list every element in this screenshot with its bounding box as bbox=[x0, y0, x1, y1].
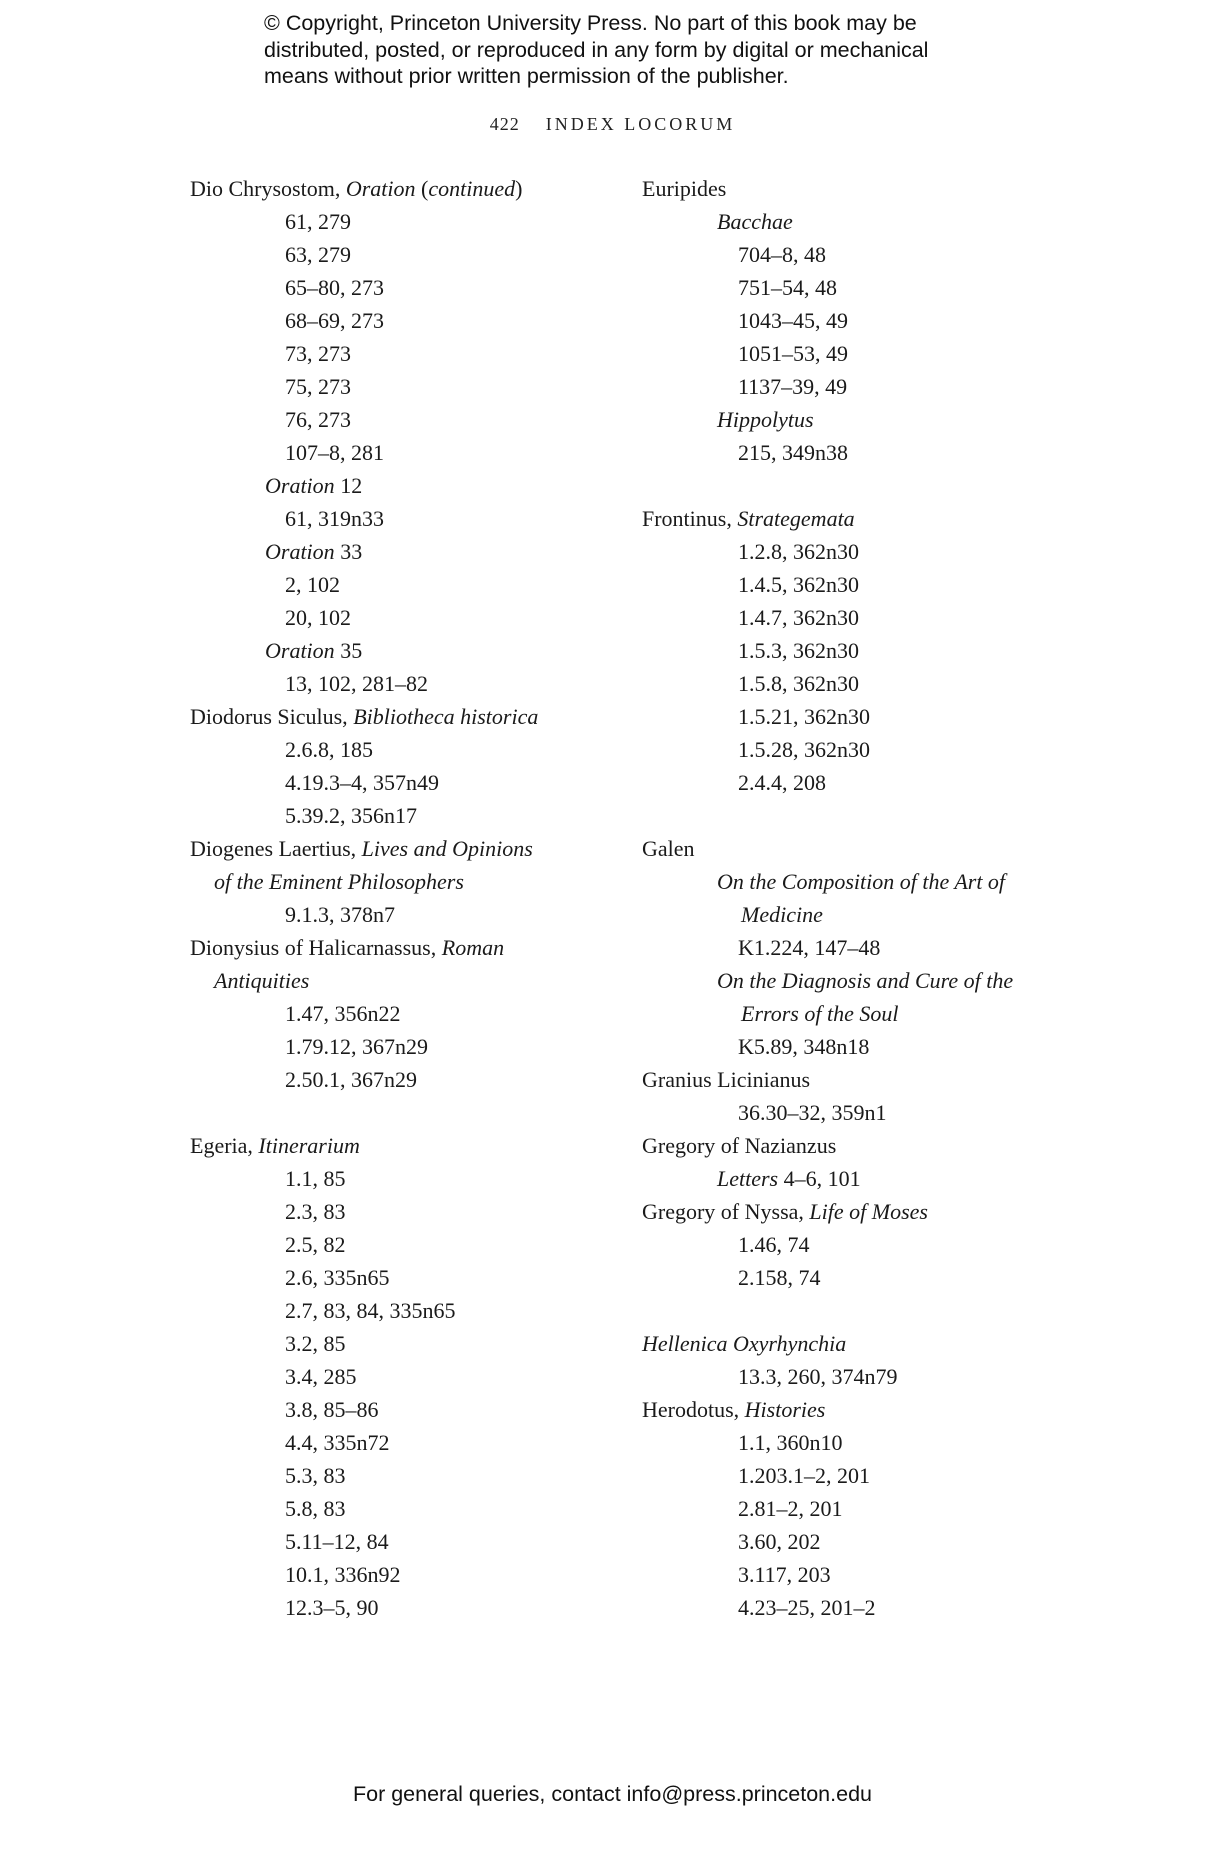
reference-locator: 68–69, 273 bbox=[285, 308, 384, 333]
reference-locator: 1.4.5, 362n30 bbox=[738, 572, 859, 597]
reference-locator: 9.1.3, 378n7 bbox=[285, 902, 395, 927]
reference-locator: 1.4.7, 362n30 bbox=[738, 605, 859, 630]
index-reference bbox=[190, 601, 600, 634]
index-reference bbox=[190, 667, 600, 700]
entry-author: Gregory of Nazianzus bbox=[642, 1133, 837, 1158]
index-entry-continuation bbox=[190, 865, 600, 898]
index-reference bbox=[190, 337, 600, 370]
subentry-work-title: Hippolytus bbox=[717, 407, 814, 432]
index-reference bbox=[642, 535, 1072, 568]
entry-suffix-italic: continued bbox=[428, 176, 516, 201]
subentry-work-title: On the Composition of the Art of bbox=[717, 869, 1006, 894]
subentry-work-title: Oration bbox=[265, 638, 335, 663]
index-reference bbox=[190, 733, 600, 766]
subentry-work-title: Medicine bbox=[741, 902, 823, 927]
index-reference bbox=[642, 733, 1072, 766]
reference-locator: 36.30–32, 359n1 bbox=[738, 1100, 887, 1125]
subentry-suffix: 4–6, 101 bbox=[778, 1166, 861, 1191]
reference-locator: 73, 273 bbox=[285, 341, 351, 366]
reference-locator: 5.11–12, 84 bbox=[285, 1529, 389, 1554]
index-reference bbox=[190, 997, 600, 1030]
reference-locator: 63, 279 bbox=[285, 242, 351, 267]
entry-work-title: Roman bbox=[441, 935, 505, 960]
entry-author: Herodotus, bbox=[642, 1397, 745, 1422]
reference-locator: 1.47, 356n22 bbox=[285, 1001, 401, 1026]
reference-locator: 2.6, 335n65 bbox=[285, 1265, 390, 1290]
reference-locator: 1.1, 85 bbox=[285, 1166, 346, 1191]
index-reference bbox=[190, 1261, 600, 1294]
reference-locator: 13, 102, 281–82 bbox=[285, 671, 428, 696]
index-reference bbox=[642, 1459, 1072, 1492]
index-subentry-continuation bbox=[642, 997, 1072, 1030]
index-reference bbox=[190, 568, 600, 601]
index-reference bbox=[642, 1525, 1072, 1558]
reference-locator: 2.5, 82 bbox=[285, 1232, 346, 1257]
index-spacer bbox=[642, 799, 1072, 832]
index-reference bbox=[190, 1294, 600, 1327]
index-subentry bbox=[190, 535, 600, 568]
index-reference bbox=[190, 403, 600, 436]
copyright-line-3: means without prior written permission of the publisher. bbox=[264, 64, 789, 88]
reference-locator: 4.19.3–4, 357n49 bbox=[285, 770, 439, 795]
index-reference bbox=[642, 568, 1072, 601]
reference-locator: 2.81–2, 201 bbox=[738, 1496, 843, 1521]
index-reference bbox=[642, 271, 1072, 304]
index-entry-continuation bbox=[190, 964, 600, 997]
index-reference bbox=[642, 931, 1072, 964]
index-subentry bbox=[642, 964, 1072, 997]
index-reference bbox=[190, 1195, 600, 1228]
index-column-right bbox=[642, 172, 1072, 1624]
reference-locator: 75, 273 bbox=[285, 374, 351, 399]
page-number: 422 bbox=[489, 114, 520, 134]
reference-locator: 4.4, 335n72 bbox=[285, 1430, 390, 1455]
reference-locator: 2.50.1, 367n29 bbox=[285, 1067, 417, 1092]
reference-locator: 2, 102 bbox=[285, 572, 340, 597]
subentry-work-title: Letters bbox=[717, 1166, 779, 1191]
reference-locator: 107–8, 281 bbox=[285, 440, 384, 465]
index-entry-heading bbox=[190, 832, 600, 865]
index-reference bbox=[190, 1459, 600, 1492]
reference-locator: 1051–53, 49 bbox=[738, 341, 848, 366]
index-reference bbox=[190, 502, 600, 535]
index-entry-heading bbox=[190, 700, 600, 733]
reference-locator: 751–54, 48 bbox=[738, 275, 837, 300]
entry-work-title: Antiquities bbox=[214, 968, 310, 993]
entry-author: Frontinus, bbox=[642, 506, 738, 531]
index-reference bbox=[642, 1492, 1072, 1525]
reference-locator: 5.39.2, 356n17 bbox=[285, 803, 417, 828]
index-entry-heading bbox=[190, 1129, 600, 1162]
index-reference bbox=[642, 238, 1072, 271]
reference-locator: 20, 102 bbox=[285, 605, 351, 630]
entry-author: Diodorus Siculus, bbox=[190, 704, 354, 729]
index-reference bbox=[190, 1492, 600, 1525]
index-reference bbox=[642, 436, 1072, 469]
index-reference bbox=[642, 1261, 1072, 1294]
entry-work-title: Bibliotheca historica bbox=[353, 704, 539, 729]
reference-locator: 12.3–5, 90 bbox=[285, 1595, 379, 1620]
index-reference bbox=[642, 370, 1072, 403]
reference-locator: 1.79.12, 367n29 bbox=[285, 1034, 428, 1059]
index-reference bbox=[190, 1162, 600, 1195]
index-reference bbox=[190, 1558, 600, 1591]
index-subentry bbox=[642, 1162, 1072, 1195]
reference-locator: 76, 273 bbox=[285, 407, 351, 432]
reference-locator: 1.5.3, 362n30 bbox=[738, 638, 859, 663]
subentry-suffix: 35 bbox=[334, 638, 363, 663]
entry-author: Gregory of Nyssa, bbox=[642, 1199, 810, 1224]
reference-locator: 1.46, 74 bbox=[738, 1232, 810, 1257]
index-reference bbox=[190, 1591, 600, 1624]
index-subentry-continuation bbox=[642, 898, 1072, 931]
entry-author: Euripides bbox=[642, 176, 727, 201]
reference-locator: 1043–45, 49 bbox=[738, 308, 848, 333]
reference-locator: 61, 319n33 bbox=[285, 506, 384, 531]
entry-work-title: Histories bbox=[744, 1397, 826, 1422]
index-reference bbox=[642, 601, 1072, 634]
reference-locator: 1.5.8, 362n30 bbox=[738, 671, 859, 696]
index-reference bbox=[190, 238, 600, 271]
index-reference bbox=[190, 1030, 600, 1063]
entry-author: Dio Chrysostom, bbox=[190, 176, 346, 201]
reference-locator: 2.158, 74 bbox=[738, 1265, 821, 1290]
index-entry-heading bbox=[642, 1063, 1072, 1096]
index-entry-heading bbox=[642, 172, 1072, 205]
index-reference bbox=[190, 1426, 600, 1459]
index-entry-heading bbox=[642, 1393, 1072, 1426]
index-entry-heading bbox=[190, 931, 600, 964]
index-subentry bbox=[190, 634, 600, 667]
index-reference bbox=[642, 337, 1072, 370]
reference-locator: 2.3, 83 bbox=[285, 1199, 346, 1224]
reference-locator: 5.3, 83 bbox=[285, 1463, 346, 1488]
index-entry-heading bbox=[642, 1327, 1072, 1360]
reference-locator: 1.203.1–2, 201 bbox=[738, 1463, 870, 1488]
reference-locator: 2.4.4, 208 bbox=[738, 770, 826, 795]
index-reference bbox=[642, 1096, 1072, 1129]
reference-locator: 3.117, 203 bbox=[738, 1562, 831, 1587]
subentry-work-title: Errors of the Soul bbox=[741, 1001, 899, 1026]
index-reference bbox=[190, 436, 600, 469]
reference-locator: 3.60, 202 bbox=[738, 1529, 821, 1554]
reference-locator: 61, 279 bbox=[285, 209, 351, 234]
index-entry-heading bbox=[642, 502, 1072, 535]
index-entry-heading bbox=[642, 1195, 1072, 1228]
reference-locator: 2.7, 83, 84, 335n65 bbox=[285, 1298, 456, 1323]
reference-locator: 65–80, 273 bbox=[285, 275, 384, 300]
index-reference bbox=[190, 1525, 600, 1558]
index-spacer bbox=[642, 469, 1072, 502]
entry-work-title: Oration bbox=[345, 176, 416, 201]
index-reference bbox=[190, 766, 600, 799]
entry-work-title: Life of Moses bbox=[809, 1199, 928, 1224]
subentry-work-title: Oration bbox=[265, 473, 335, 498]
entry-author: Dionysius of Halicarnassus, bbox=[190, 935, 442, 960]
entry-work-title: Itinerarium bbox=[258, 1133, 360, 1158]
footer-contact: For general queries, contact info@press.princeton.edu bbox=[352, 1782, 872, 1806]
reference-locator: 1.2.8, 362n30 bbox=[738, 539, 859, 564]
index-entry-heading bbox=[642, 832, 1072, 865]
index-reference bbox=[642, 1591, 1072, 1624]
reference-locator: 2.6.8, 185 bbox=[285, 737, 373, 762]
index-reference bbox=[642, 634, 1072, 667]
reference-locator: 4.23–25, 201–2 bbox=[738, 1595, 876, 1620]
index-spacer bbox=[642, 1294, 1072, 1327]
index-reference bbox=[190, 205, 600, 238]
index-reference bbox=[190, 1063, 600, 1096]
index-reference bbox=[190, 1327, 600, 1360]
entry-work-title: Lives and Opinions bbox=[361, 836, 533, 861]
reference-locator: 3.8, 85–86 bbox=[285, 1397, 379, 1422]
index-reference bbox=[642, 304, 1072, 337]
index-reference bbox=[190, 799, 600, 832]
running-head-title: INDEX LOCORUM bbox=[545, 114, 736, 134]
reference-locator: 215, 349n38 bbox=[738, 440, 848, 465]
copyright-notice bbox=[264, 10, 1044, 90]
running-head bbox=[0, 114, 1225, 135]
reference-locator: 1137–39, 49 bbox=[738, 374, 848, 399]
reference-locator: K1.224, 147–48 bbox=[738, 935, 881, 960]
index-reference bbox=[642, 766, 1072, 799]
index-reference bbox=[190, 1360, 600, 1393]
copyright-line-2: distributed, posted, or reproduced in any form by digital or mechanical bbox=[264, 37, 929, 62]
reference-locator: 704–8, 48 bbox=[738, 242, 826, 267]
reference-locator: 10.1, 336n92 bbox=[285, 1562, 401, 1587]
subentry-suffix: 33 bbox=[334, 539, 363, 564]
entry-work-title: Hellenica Oxyrhynchia bbox=[642, 1331, 847, 1356]
reference-locator: K5.89, 348n18 bbox=[738, 1034, 870, 1059]
entry-author: Diogenes Laertius, bbox=[190, 836, 362, 861]
index-spacer bbox=[190, 1096, 600, 1129]
reference-locator: 3.2, 85 bbox=[285, 1331, 346, 1356]
index-subentry bbox=[642, 865, 1072, 898]
index-reference bbox=[642, 1228, 1072, 1261]
index-entry-heading bbox=[642, 1129, 1072, 1162]
index-reference bbox=[190, 271, 600, 304]
entry-author: Galen bbox=[642, 836, 695, 861]
index-reference bbox=[190, 1228, 600, 1261]
subentry-work-title: Oration bbox=[265, 539, 335, 564]
entry-suffix: ) bbox=[515, 176, 523, 201]
entry-work-title: of the Eminent Philosophers bbox=[214, 869, 464, 894]
reference-locator: 3.4, 285 bbox=[285, 1364, 357, 1389]
index-reference bbox=[642, 1030, 1072, 1063]
copyright-line-1: © Copyright, Princeton University Press. No part of this book may be bbox=[264, 11, 917, 35]
subentry-work-title: On the Diagnosis and Cure of the bbox=[717, 968, 1014, 993]
index-column-left bbox=[190, 172, 600, 1624]
index-entry-heading bbox=[190, 172, 600, 205]
index-reference bbox=[642, 1360, 1072, 1393]
index-reference bbox=[642, 1558, 1072, 1591]
subentry-work-title: Bacchae bbox=[717, 209, 793, 234]
index-reference bbox=[190, 304, 600, 337]
reference-locator: 1.5.21, 362n30 bbox=[738, 704, 870, 729]
entry-suffix: ( bbox=[415, 176, 429, 201]
entry-author: Granius Licinianus bbox=[642, 1067, 811, 1092]
entry-work-title: Strategemata bbox=[737, 506, 855, 531]
reference-locator: 13.3, 260, 374n79 bbox=[738, 1364, 898, 1389]
index-reference bbox=[642, 667, 1072, 700]
index-reference bbox=[190, 898, 600, 931]
reference-locator: 1.1, 360n10 bbox=[738, 1430, 843, 1455]
reference-locator: 5.8, 83 bbox=[285, 1496, 346, 1521]
index-subentry bbox=[642, 205, 1072, 238]
index-reference bbox=[190, 1393, 600, 1426]
entry-author: Egeria, bbox=[190, 1133, 259, 1158]
index-reference bbox=[642, 1426, 1072, 1459]
index-reference bbox=[642, 700, 1072, 733]
index-reference bbox=[190, 370, 600, 403]
index-subentry bbox=[190, 469, 600, 502]
reference-locator: 1.5.28, 362n30 bbox=[738, 737, 870, 762]
subentry-suffix: 12 bbox=[334, 473, 363, 498]
index-subentry bbox=[642, 403, 1072, 436]
